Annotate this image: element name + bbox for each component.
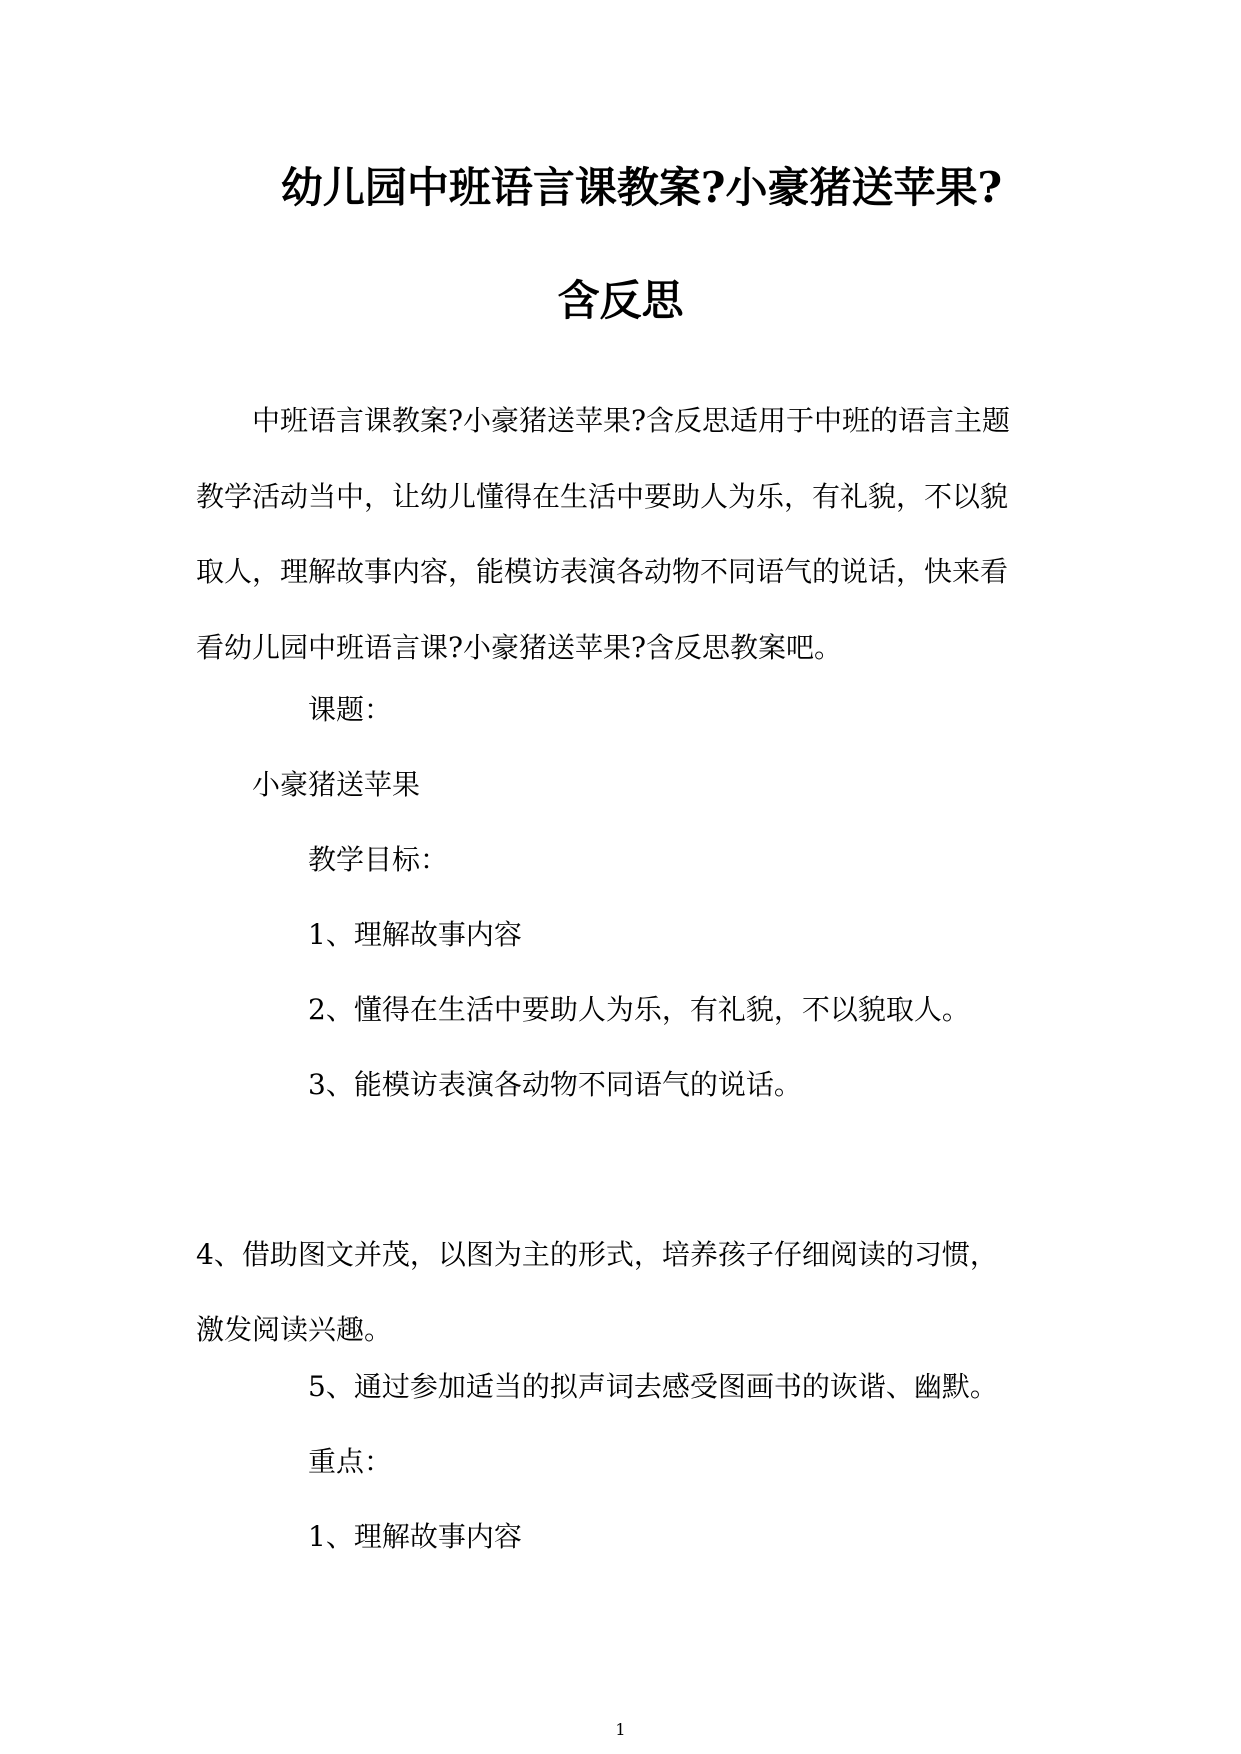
goal-item-4-line-2: 激发阅读兴趣。 — [196, 1313, 393, 1346]
page-number: 1 — [615, 1720, 626, 1739]
goal-item-2: 2、懂得在生活中要助人为乐，有礼貌，不以貌取人。 — [308, 993, 970, 1026]
intro-line-1: 中班语言课教案?小豪猪送苹果?含反思适用于中班的语言主题 — [252, 404, 1011, 437]
key-points-label: 重点： — [308, 1445, 393, 1478]
intro-line-3: 取人，理解故事内容，能模访表演各动物不同语气的说话，快来看 — [196, 555, 1009, 588]
goal-item-1: 1、理解故事内容 — [308, 918, 522, 951]
intro-paragraph — [196, 383, 1046, 685]
goal-item-4 — [196, 1217, 1056, 1367]
goal-item-3: 3、能模访表演各动物不同语气的说话。 — [308, 1068, 802, 1101]
document-title-line-2: 含反思 — [557, 276, 684, 325]
intro-line-2: 教学活动当中，让幼儿懂得在生活中要助人为乐，有礼貌，不以貌 — [196, 479, 1009, 513]
key-point-item-1: 1、理解故事内容 — [308, 1520, 522, 1553]
document-title-line-1: 幼儿园中班语言课教案?小豪猪送苹果? — [280, 163, 1003, 212]
intro-line-4: 看幼儿园中班语言课?小豪猪送苹果?含反思教案吧。 — [196, 630, 843, 664]
goal-item-4-line-1: 4、借助图文并茂，以图为主的形式，培养孩子仔细阅读的习惯， — [196, 1238, 998, 1271]
goal-item-5: 5、通过参加适当的拟声词去感受图画书的诙谐、幽默。 — [308, 1370, 998, 1403]
topic-value: 小豪猪送苹果 — [252, 768, 421, 801]
topic-label: 课题： — [308, 693, 393, 726]
goals-label: 教学目标： — [308, 843, 449, 876]
